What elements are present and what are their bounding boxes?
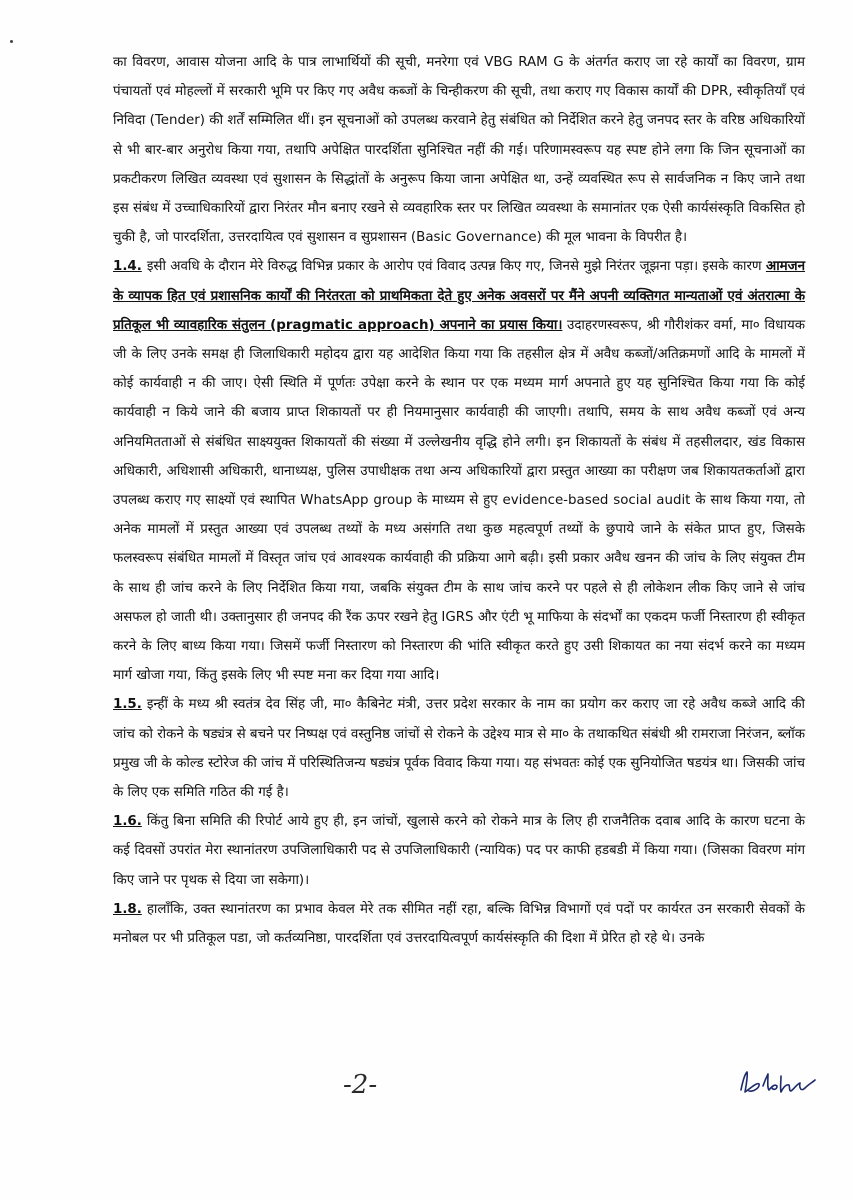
section-number: 1.6.: [113, 814, 142, 830]
paragraph-text: हालाँकि, उक्त स्थानांतरण का प्रभाव केवल मेरे तक सीमित नहीं रहा, बल्कि विभिन्न विभागों एवं पदों पर कार्यरत उन सरकारी सेवकों के मनोबल पर भी प्रतिकूल पडा, जो कर्तव्यनिष्ठा, पारदर्शिता एवं उत्तरदायित्वपूर्ण कार्यसंस्कृति की दिशा में प्रेरित हो रहे थे। उनके: [113, 901, 805, 947]
section-number: 1.5.: [113, 697, 142, 713]
section-number: 1.4.: [113, 259, 142, 275]
paragraph-continued: [113, 48, 805, 252]
paragraph-1-4: [113, 252, 805, 690]
signature-handwritten: [737, 1066, 817, 1100]
paragraph-text: का विवरण, आवास योजना आदि के पात्र लाभार्थियों की सूची, मनरेगा एवं VBG RAM G के अंतर्गत कराए जा रहे कार्यों का विवरण, ग्राम पंचायतों एवं मोहल्लों में सरकारी भूमि पर किए गए अवैध कब्जों के चिन्हीकरण की सूची, तथा कराए गए विकास कार्यों की DPR, स्वीकृतियाँ एवं निविदा (Tender) की शर्तें सम्मिलित थीं। इन सूचनाओं को उपलब्ध करवाने हेतु संबंधित को निर्देशित करने हेतु जनपद स्तर के वरिष्ठ अधिकारियों से भी बार-बार अनुरोध किया गया, तथापि अपेक्षित पारदर्शिता सुनिश्चित नहीं की गई। परिणामस्वरूप यह स्पष्ट होने लगा कि जिन सूचनाओं का प्रकटीकरण लिखित व्यवस्था एवं सुशासन के सिद्धांतों के अनुरूप किया जाना अपेक्षित था, उन्हें व्यवस्थित रूप से सार्वजनिक न किए जाने तथा इस संबंध में उच्चाधिकारियों द्वारा निरंतर मौन बनाए रखने से व्यवहारिक स्तर पर लिखित व्यवस्था के समानांतर एक ऐसी कार्यसंस्कृति विकसित हो चुकी है, जो पारदर्शिता, उत्तरदायित्व एवं सुशासन व सुप्रशासन (Basic Governance) की मूल भावना के विपरीत है।: [113, 55, 805, 246]
paragraph-1-5: [113, 690, 805, 807]
paragraph-text: किंतु बिना समिति की रिपोर्ट आये हुए ही, इन जांचों, खुलासे करने को रोकने मात्र के लिए ही राजनैतिक दवाब आदि के कारण घटना के कई दिवसों उपरांत मेरा स्थानांतरण उपजिलाधिकारी पद से उपजिलाधिकारी (न्यायिक) पद पर काफी हडबडी में किया गया। (जिसका विवरण मांग किए जाने पर पृथक से दिया जा सकेगा)।: [113, 814, 805, 888]
document-body: [113, 48, 805, 953]
paragraph-1-6: [113, 807, 805, 895]
paragraph-text: उदाहरणस्वरूप, श्री गौरीशंकर वर्मा, मा० विधायक जी के लिए उनके समक्ष ही जिलाधिकारी महोदय द्वारा यह आदेशित किया गया कि तहसील क्षेत्र में अवैध कब्जों/अतिक्रमणों आदि के मामलों में कोई कार्यवाही न की जाए। ऐसी स्थिति में पूर्णतः उपेक्षा करने के स्थान पर एक मध्यम मार्ग अपनाते हुए यह सुनिश्चित किया गया कि कोई कार्यवाही न किये जाने की बजाय प्राप्त शिकायतों पर ही नियमानुसार कार्यवाही की जाएगी। तथापि, समय के साथ अवैध कब्जों एवं अन्य अनियमितताओं से संबंधित साक्ष्ययुक्त शिकायतों की संख्या में उल्लेखनीय वृद्धि होने लगी। इन शिकायतों के संबंध में तहसीलदार, खंड विकास अधिकारी, अधिशासी अधिकारी, थानाध्यक्ष, पुलिस उपाधीक्षक तथा अन्य अधिकारियों द्वारा प्रस्तुत आख्या का परीक्षण जब शिकायतकर्ताओं द्वारा उपलब्ध कराए गए साक्ष्यों एवं स्थापित WhatsApp group के माध्यम से हुए evidence-based social audit के साथ किया गया, तो अनेक मामलों में प्रस्तुत आख्या एवं उपलब्ध तथ्यों के मध्य असंगति तथा कुछ महत्वपूर्ण तथ्यों के छुपाये जाने के संकेत प्राप्त हुए, जिसके फलस्वरूप संबंधित मामलों में विस्तृत जांच एवं आवश्यक कार्यवाही की प्रक्रिया आगे बढ़ी। इसी प्रकार अवैध खनन की जांच के लिए संयुक्त टीम के साथ ही जांच करने के लिए निर्देशित किया गया, जबकि संयुक्त टीम के साथ जांच करने पर पहले से ही लोकेशन लीक किए जाने से जांच असफल हो जाती थी। उक्तानुसार ही जनपद की रैंक ऊपर रखने हेतु IGRS और एंटी भू माफिया के संदर्भों का एकदम फर्जी निस्तारण ही स्वीकृत करने के लिए बाध्य किया गया। जिसमें फर्जी निस्तारण को निस्तारण की भांति स्वीकृत करते हुए उसी शिकायत का नया संदर्भ करने का मध्यम मार्ग खोजा गया, किंतु इसके लिए भी स्पष्ट मना कर दिया गया आदि।: [113, 317, 805, 684]
page-number: -2-: [343, 1070, 378, 1100]
scan-edge-mark: [10, 40, 13, 43]
paragraph-1-8: [113, 895, 805, 953]
section-number: 1.8.: [113, 901, 142, 917]
paragraph-text: इन्हीं के मध्य श्री स्वतंत्र देव सिंह जी, मा० कैबिनेट मंत्री, उत्तर प्रदेश सरकार के नाम का प्रयोग कर कराए जा रहे अवैध कब्जे आदि की जांच को रोकने के षड्यंत्र से बचने पर निष्पक्ष एवं वस्तुनिष्ठ जांचों से रोकने के उद्देश्य मात्र से मा० के तथाकथित संबंधी श्री रामराजा निरंजन, ब्लॉक प्रमुख जी के कोल्ड स्टोरेज की जांच में परिस्थितिजन्य षड्यंत्र पूर्वक विवाद किया गया। यह संभवतः कोई एक सुनियोजित षडयंत्र था। जिसकी जांच के लिए एक समिति गठित की गई है।: [113, 697, 805, 801]
emphasized-text: आमजन के व्यापक हित एवं प्रशासनिक कार्यों की निरंतरता को प्राथमिकता देते हुए अनेक अवसरों पर मैंने अपनी व्यक्तिगत मान्यताओं एवं अंतरात्मा के प्रतिकूल भी व्यावहारिक संतुलन (pragmatic approach) अपनाने का प्रयास किया।: [113, 259, 805, 333]
paragraph-text: इसी अवधि के दौरान मेरे विरुद्ध विभिन्न प्रकार के आरोप एवं विवाद उत्पन्न किए गए, जिनसे मुझे निरंतर जूझना पड़ा। इसके कारण: [146, 259, 766, 275]
